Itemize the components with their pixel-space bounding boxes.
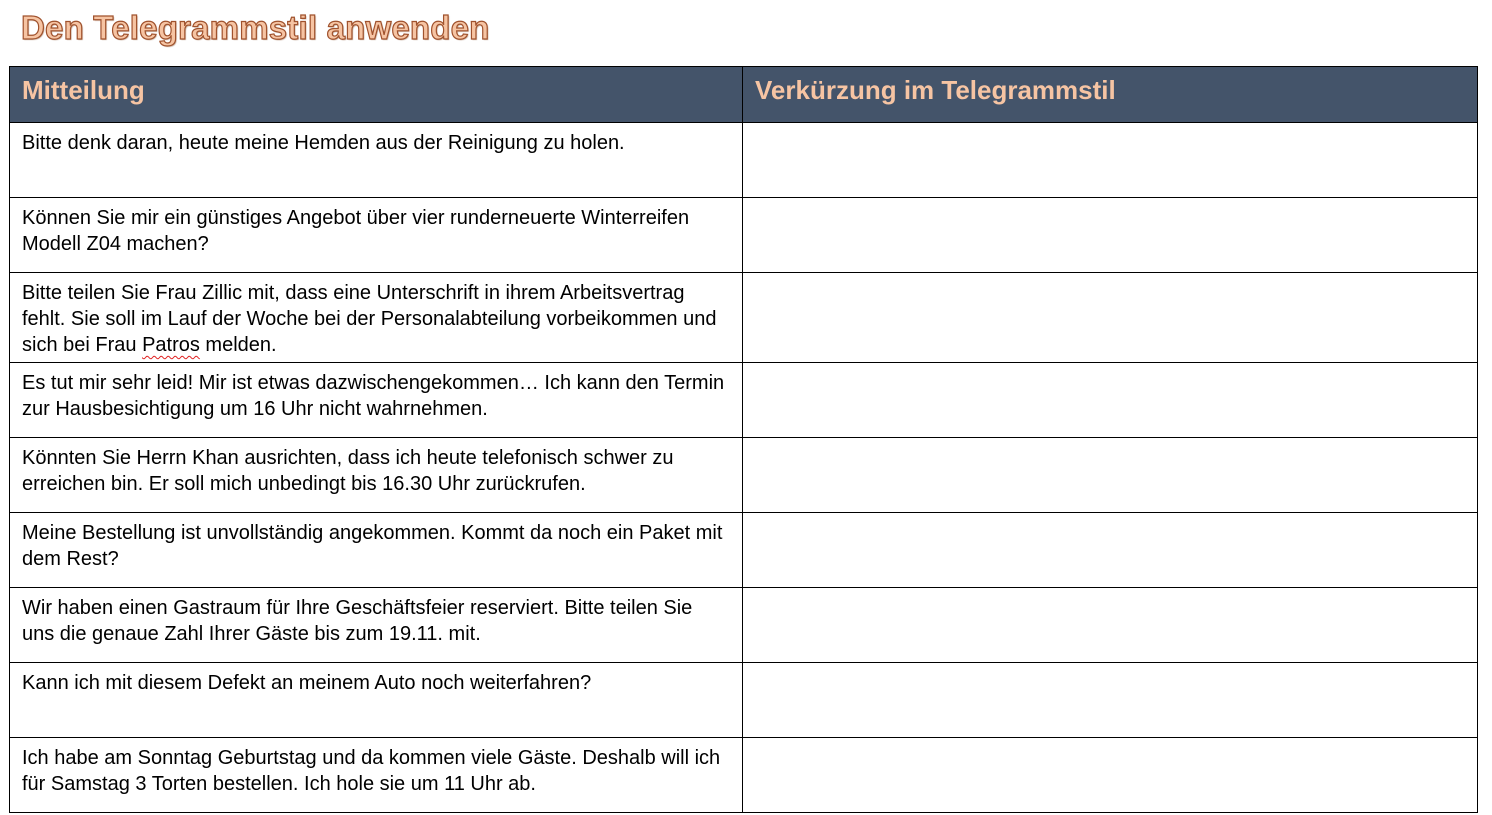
table-row <box>10 738 1478 813</box>
table-row <box>10 663 1478 738</box>
shortened-cell[interactable] <box>743 513 1478 588</box>
message-cell <box>10 273 743 363</box>
table-row <box>10 588 1478 663</box>
shortened-cell[interactable] <box>743 438 1478 513</box>
message-cell: Ich habe am Sonntag Geburtstag und da kommen viele Gäste. Deshalb will ich für Samstag 3 Torten bestellen. Ich hole sie um 11 Uhr ab. <box>10 738 743 813</box>
shortened-cell[interactable] <box>743 123 1478 198</box>
message-cell: Können Sie mir ein günstiges Angebot über vier runderneuerte Winterreifen Modell Z04 machen? <box>10 198 743 273</box>
document-title: Den Telegrammstil anwenden <box>21 9 490 46</box>
shortened-cell[interactable] <box>743 738 1478 813</box>
table-row <box>10 513 1478 588</box>
message-cell: Kann ich mit diesem Defekt an meinem Auto noch weiterfahren? <box>10 663 743 738</box>
table-header-row <box>10 67 1478 123</box>
shortened-cell[interactable] <box>743 198 1478 273</box>
table-row <box>10 273 1478 363</box>
message-cell: Bitte denk daran, heute meine Hemden aus der Reinigung zu holen. <box>10 123 743 198</box>
shortened-cell[interactable] <box>743 363 1478 438</box>
shortened-cell[interactable] <box>743 588 1478 663</box>
spellcheck-flagged-word[interactable]: Patros <box>142 334 200 356</box>
table-row <box>10 438 1478 513</box>
message-text-before: Bitte teilen Sie Frau Zillic mit, dass eine Unterschrift in ihrem Arbeitsvertrag fehlt. Sie soll im Lauf der Woche bei der Personalabteilung vorbeikommen und sich bei Frau <box>22 282 717 356</box>
message-cell: Es tut mir sehr leid! Mir ist etwas dazwischengekommen… Ich kann den Termin zur Hausbesichtigung um 16 Uhr nicht wahrnehmen. <box>10 363 743 438</box>
table-row <box>10 198 1478 273</box>
message-text-after: melden. <box>199 334 277 356</box>
shortened-cell[interactable] <box>743 273 1478 363</box>
message-cell: Könnten Sie Herrn Khan ausrichten, dass ich heute telefonisch schwer zu erreichen bin. Er soll mich unbedingt bis 16.30 Uhr zurückrufen. <box>10 438 743 513</box>
table-row <box>10 363 1478 438</box>
header-message: Mitteilung <box>10 67 743 123</box>
shortened-cell[interactable] <box>743 663 1478 738</box>
telegram-style-table <box>9 66 1478 813</box>
message-cell: Meine Bestellung ist unvollständig angekommen. Kommt da noch ein Paket mit dem Rest? <box>10 513 743 588</box>
header-shortened: Verkürzung im Telegrammstil <box>743 67 1478 123</box>
table-row <box>10 123 1478 198</box>
message-cell: Wir haben einen Gastraum für Ihre Geschäftsfeier reserviert. Bitte teilen Sie uns die genaue Zahl Ihrer Gäste bis zum 19.11. mit. <box>10 588 743 663</box>
